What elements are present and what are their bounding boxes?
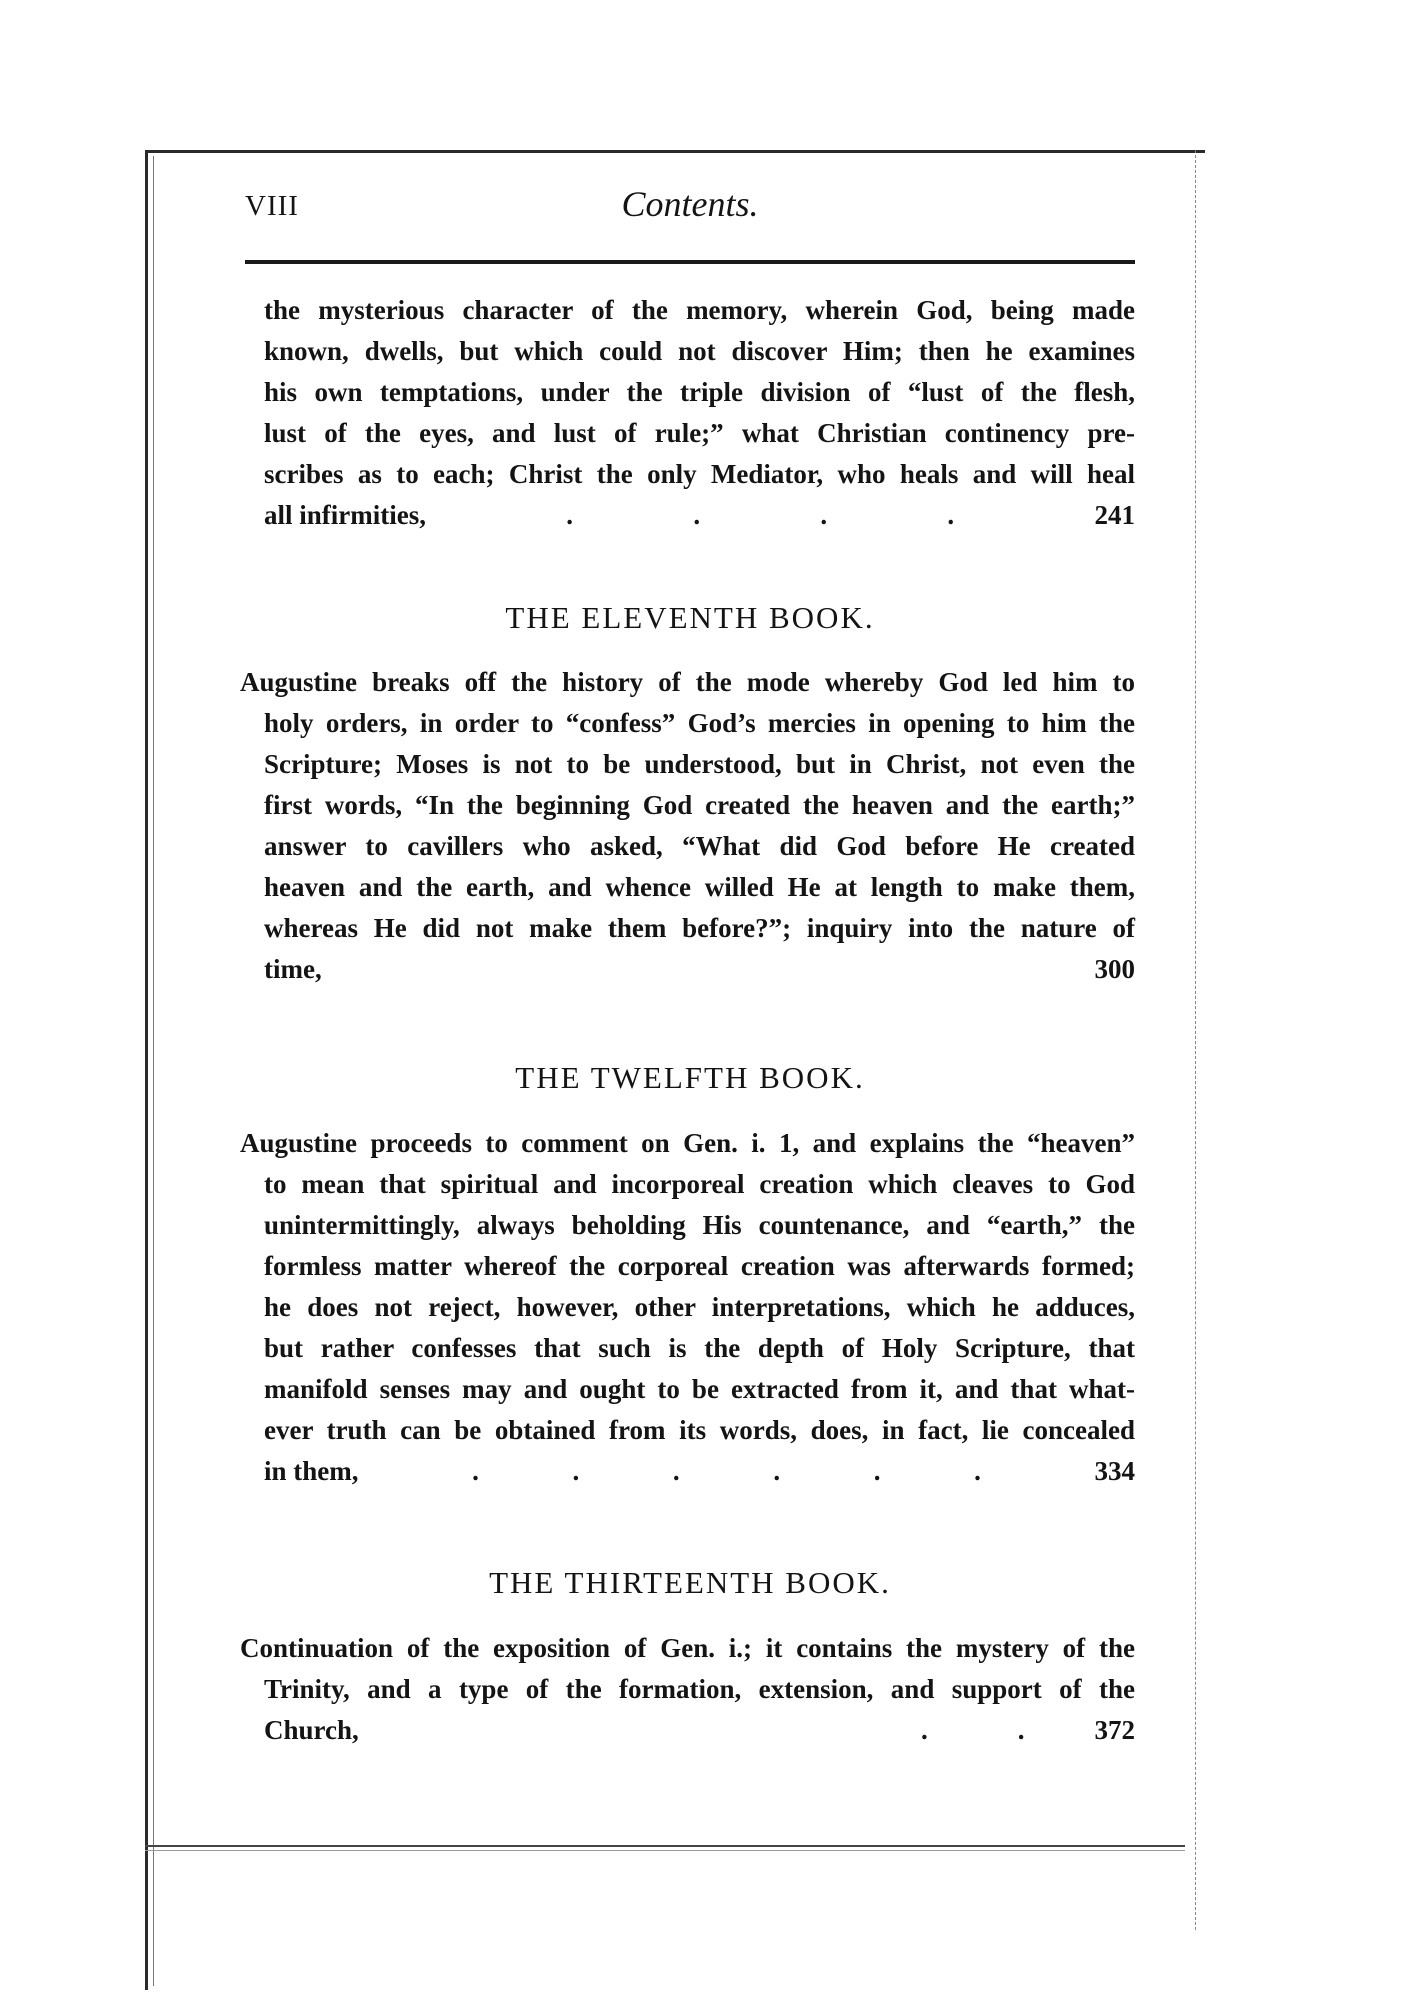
leader-dot: . (672, 1456, 680, 1486)
folio-number: VIII (245, 190, 299, 222)
text-line: Trinity, and a type of the formation, extension, and support of the (264, 1674, 1135, 1704)
leader-dot: . (820, 500, 828, 530)
text-line: Church, (264, 1715, 359, 1745)
leader-dot: . (773, 1456, 781, 1486)
page-number: 241 (1094, 500, 1135, 530)
text-line: but rather confesses that such is the depth of Holy Scripture, that (264, 1333, 1135, 1363)
text-line: lust of the eyes, and lust of rule;” what Christian continency pre- (264, 418, 1135, 448)
text-line: whereas He did not make them before?”; inquiry into the nature of (264, 913, 1135, 943)
entry-last-line (264, 949, 1135, 990)
text-line: Continuation of the exposition of Gen. i.; it contains the mystery of the (240, 1633, 1135, 1663)
leader-dot: . (974, 1456, 981, 1486)
header-rule (245, 260, 1135, 264)
text-line: all infirmities, (264, 500, 426, 530)
entry-last-line (264, 1451, 1135, 1492)
frame-left-rule (145, 150, 148, 1990)
running-title: Contents. (621, 184, 759, 224)
text-line: unintermittingly, always beholding His countenance, and “earth,” the (264, 1210, 1135, 1240)
leader-dot: . (566, 500, 574, 530)
text-line: heaven and the earth, and whence willed He at length to make them, (264, 872, 1135, 902)
leader-dot: . (572, 1456, 580, 1486)
text-line: ever truth can be obtained from its words, does, in fact, lie concealed (264, 1415, 1135, 1445)
text-line: his own temptations, under the triple division of “lust of the flesh, (264, 377, 1135, 407)
leader-dot: . (1017, 1715, 1025, 1745)
page-header (245, 178, 1135, 238)
leader-dot: . (472, 1456, 479, 1486)
text-line: scribes as to each; Christ the only Mediator, who heals and will heal (264, 459, 1135, 489)
entry-last-line (264, 1710, 1135, 1751)
frame-top-rule (145, 150, 1205, 153)
frame-left-inner-rule (153, 156, 154, 1986)
text-line: Augustine breaks off the history of the mode whereby God led him to (240, 667, 1135, 697)
text-line: to mean that spiritual and incorporeal creation which cleaves to God (264, 1169, 1135, 1199)
tenth-book-continuation (240, 290, 1135, 536)
text-line: the mysterious character of the memory, wherein God, being made (264, 295, 1135, 325)
frame-bottom-inner-rule (145, 1850, 1185, 1851)
leader-dots (426, 495, 1095, 536)
text-line: Scripture; Moses is not to be understood, but in Christ, not even the (264, 749, 1135, 779)
text-line: answer to cavillers who asked, “What did God before He created (264, 831, 1135, 861)
page-number: 334 (1094, 1456, 1135, 1486)
eleventh-book-entry (240, 662, 1135, 990)
frame-right-rule (1195, 150, 1196, 1930)
leader-dot: . (693, 500, 701, 530)
leader-dot: . (947, 500, 955, 530)
twelfth-book-heading: THE TWELFTH BOOK. (515, 1060, 865, 1095)
text-line: he does not reject, however, other interpretations, which he adduces, (264, 1292, 1135, 1322)
thirteenth-book-heading: THE THIRTEENTH BOOK. (489, 1565, 891, 1600)
text-line: formless matter whereof the corporeal creation was afterwards formed; (264, 1251, 1135, 1281)
text-line: manifold senses may and ought to be extracted from it, and that what- (264, 1374, 1135, 1404)
text-line: known, dwells, but which could not discover Him; then he examines (264, 336, 1135, 366)
text-line: Augustine proceeds to comment on Gen. i. 1, and explains the “heaven” (240, 1128, 1135, 1158)
leader-dots (359, 1710, 1095, 1751)
entry-last-line (264, 495, 1135, 536)
eleventh-book-heading: THE ELEVENTH BOOK. (505, 600, 875, 635)
text-line: holy orders, in order to “confess” God’s mercies in opening to him the (264, 708, 1135, 738)
twelfth-book-entry (240, 1123, 1135, 1492)
thirteenth-book-entry (240, 1628, 1135, 1751)
leader-dots (322, 949, 1095, 990)
leader-dots (359, 1451, 1095, 1492)
text-line: time, (264, 954, 322, 984)
page-number: 372 (1094, 1715, 1135, 1745)
frame-bottom-rule (145, 1845, 1185, 1847)
leader-dot: . (921, 1715, 928, 1745)
leader-dot: . (873, 1456, 881, 1486)
page-number: 300 (1094, 954, 1135, 984)
text-line: in them, (264, 1456, 359, 1486)
text-line: first words, “In the beginning God created the heaven and the earth;” (264, 790, 1135, 820)
